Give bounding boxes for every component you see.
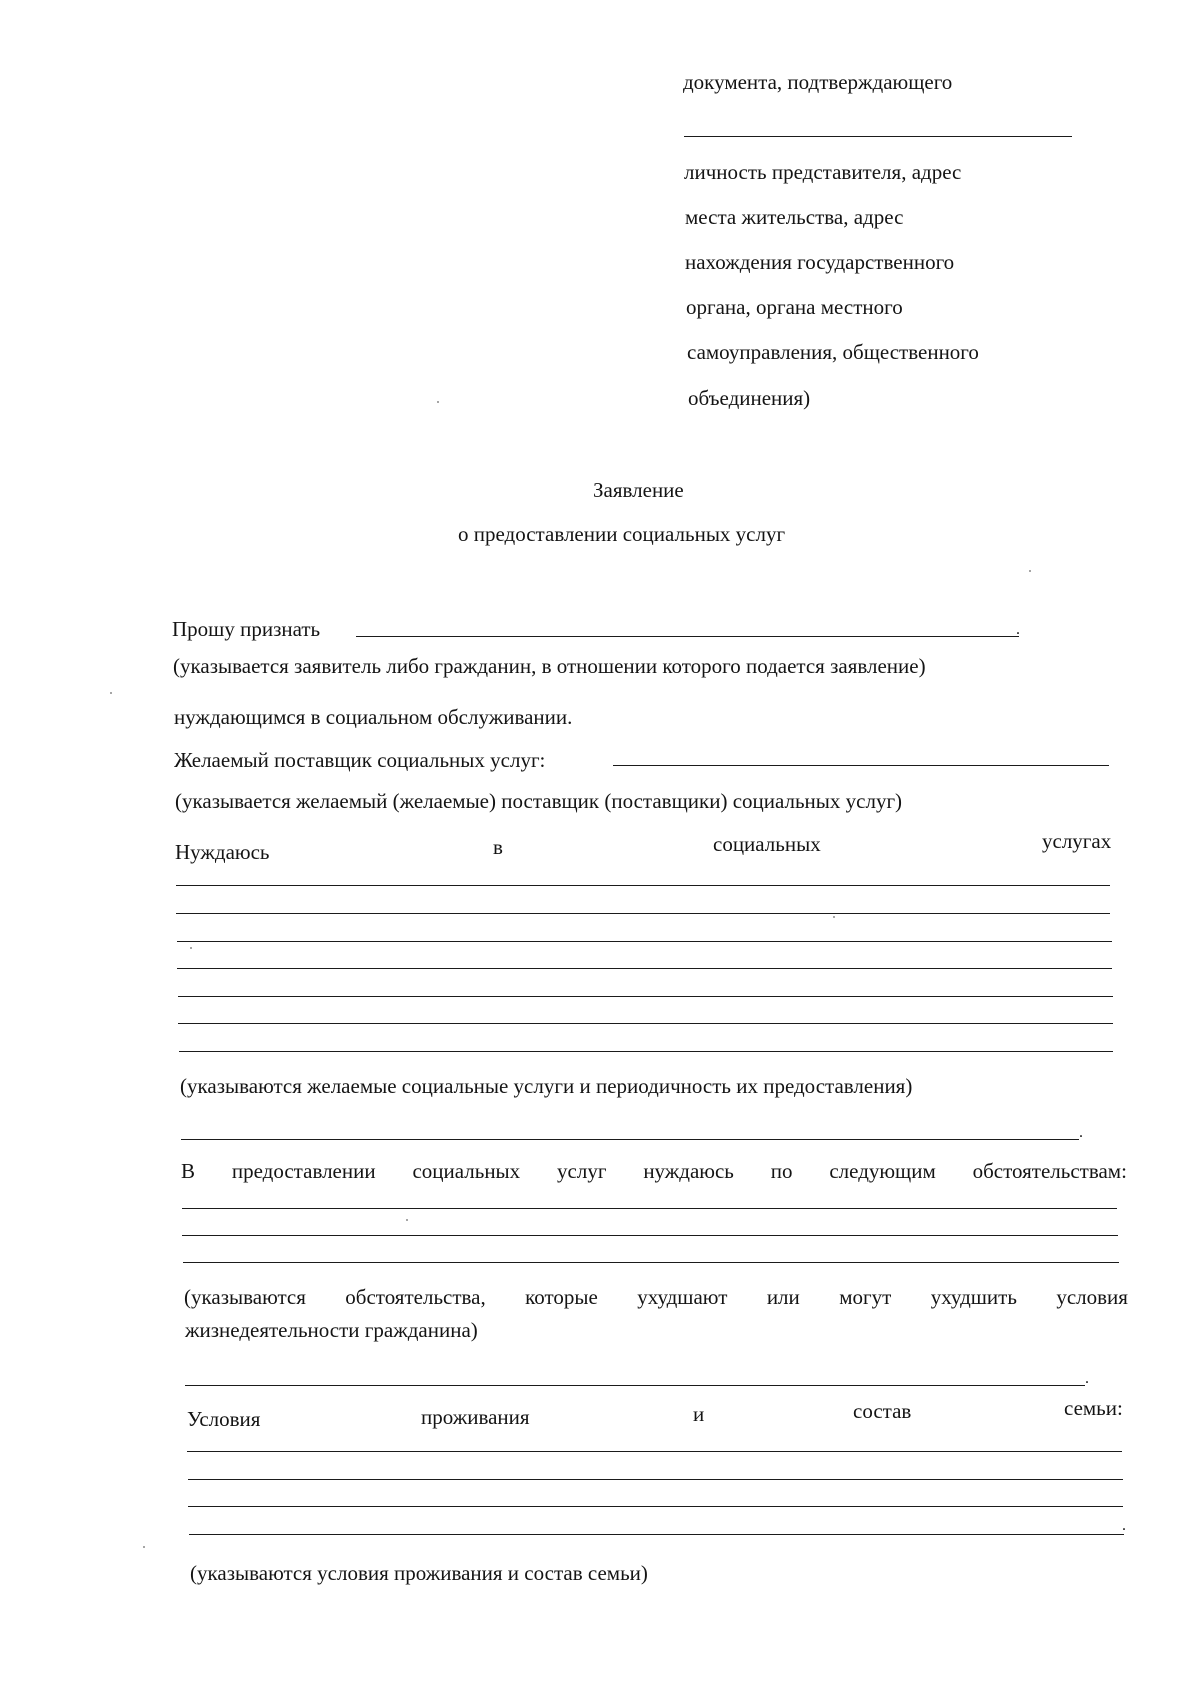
circumstances-final-line[interactable] [185,1385,1085,1386]
circumstances-hint-word: условия [1056,1285,1128,1309]
request-blank-line[interactable] [356,636,1019,637]
provider-label: Желаемый поставщик социальных услуг: [174,748,546,772]
request-continuation: нуждающимся в социальном обслуживании. [174,705,573,729]
living-blank-line[interactable] [188,1506,1123,1507]
scan-speck [437,401,439,403]
circumstances-word: предоставлении [231,1159,376,1183]
circumstances-hint-word: могут [839,1285,892,1309]
services-blank-line[interactable] [177,968,1112,969]
living-blank-line[interactable] [187,1451,1122,1452]
header-line-5: органа, органа местного [686,295,903,319]
circumstances-hint [184,1287,1128,1308]
header-line-7: объединения) [688,386,811,410]
circumstances-word: нуждаюсь [643,1159,734,1183]
living-word-4: состав [853,1399,912,1423]
circumstances-word: социальных [412,1159,521,1183]
header-line-1: документа, подтверждающего [683,70,953,94]
scan-speck [190,947,192,949]
header-line-2: личность представителя, адрес [684,160,962,184]
services-word-3: социальных [713,832,821,856]
header-line-6: самоуправления, общественного [687,340,979,364]
services-blank-line[interactable] [176,885,1110,886]
services-final-line[interactable] [181,1139,1079,1140]
living-word-3: и [693,1402,705,1426]
services-blank-line[interactable] [178,996,1113,997]
services-blank-line[interactable] [176,913,1110,914]
circumstances-hint-word: обстоятельства, [345,1285,486,1309]
circumstances-hint-word: которые [525,1285,598,1309]
circumstances-word: обстоятельствам: [972,1159,1127,1183]
living-word-5: семьи: [1064,1396,1123,1420]
header-line-3: места жительства, адрес [685,205,904,229]
document-subtitle: о предоставлении социальных услуг [458,522,786,546]
circumstances-hint-word: ухудшают [637,1285,728,1309]
living-hint: (указываются условия проживания и состав семьи) [190,1561,648,1585]
scan-speck [833,916,835,918]
document-title: Заявление [593,478,684,502]
circumstances-word: следующим [829,1159,936,1183]
services-blank-line[interactable] [177,941,1112,942]
circumstances-blank-line[interactable] [182,1208,1117,1209]
services-blank-line[interactable] [178,1023,1113,1024]
request-hint: (указывается заявитель либо гражданин, в отношении которого подается заявление) [173,654,926,678]
circumstances-word: по [770,1159,793,1183]
living-word-2: проживания [421,1405,530,1429]
services-word-4: услугах [1042,829,1112,853]
living-line-end-dot: . [1122,1517,1126,1534]
scan-speck [406,1219,408,1221]
header-line-4: нахождения государственного [685,250,955,274]
circumstances-hint-word: или [766,1285,800,1309]
circumstances-hint-word: (указываются [184,1285,306,1309]
provider-hint: (указывается желаемый (желаемые) поставщик (поставщики) социальных услуг) [175,789,903,813]
scan-speck [143,1546,145,1548]
request-label: Прошу признать [172,617,321,641]
circumstances-hint-word: ухудшить [930,1285,1017,1309]
services-blank-line[interactable] [179,1051,1113,1052]
circumstances-word: В [181,1159,196,1183]
services-line-end-dot: . [1079,1124,1083,1141]
services-word-1: Нуждаюсь [175,840,270,864]
circumstances-blank-line[interactable] [183,1262,1119,1263]
circumstances-blank-line[interactable] [182,1235,1118,1236]
circumstances-line-end-dot: . [1085,1370,1089,1387]
services-hint: (указываются желаемые социальные услуги и периодичность их предоставления) [180,1074,913,1098]
services-word-2: в [493,835,503,859]
living-word-1: Условия [187,1407,261,1431]
living-blank-line[interactable] [189,1534,1124,1535]
circumstances-hint-line-2: жизнедеятельности гражданина) [185,1318,478,1342]
scan-speck [1029,570,1031,572]
scan-speck [110,692,112,694]
circumstances-word: услуг [557,1159,607,1183]
circumstances-sentence [181,1161,1127,1182]
provider-blank-line[interactable] [613,765,1109,766]
header-blank-line[interactable] [684,136,1072,137]
request-line-end-dot: . [1016,621,1020,638]
living-blank-line[interactable] [188,1479,1123,1480]
